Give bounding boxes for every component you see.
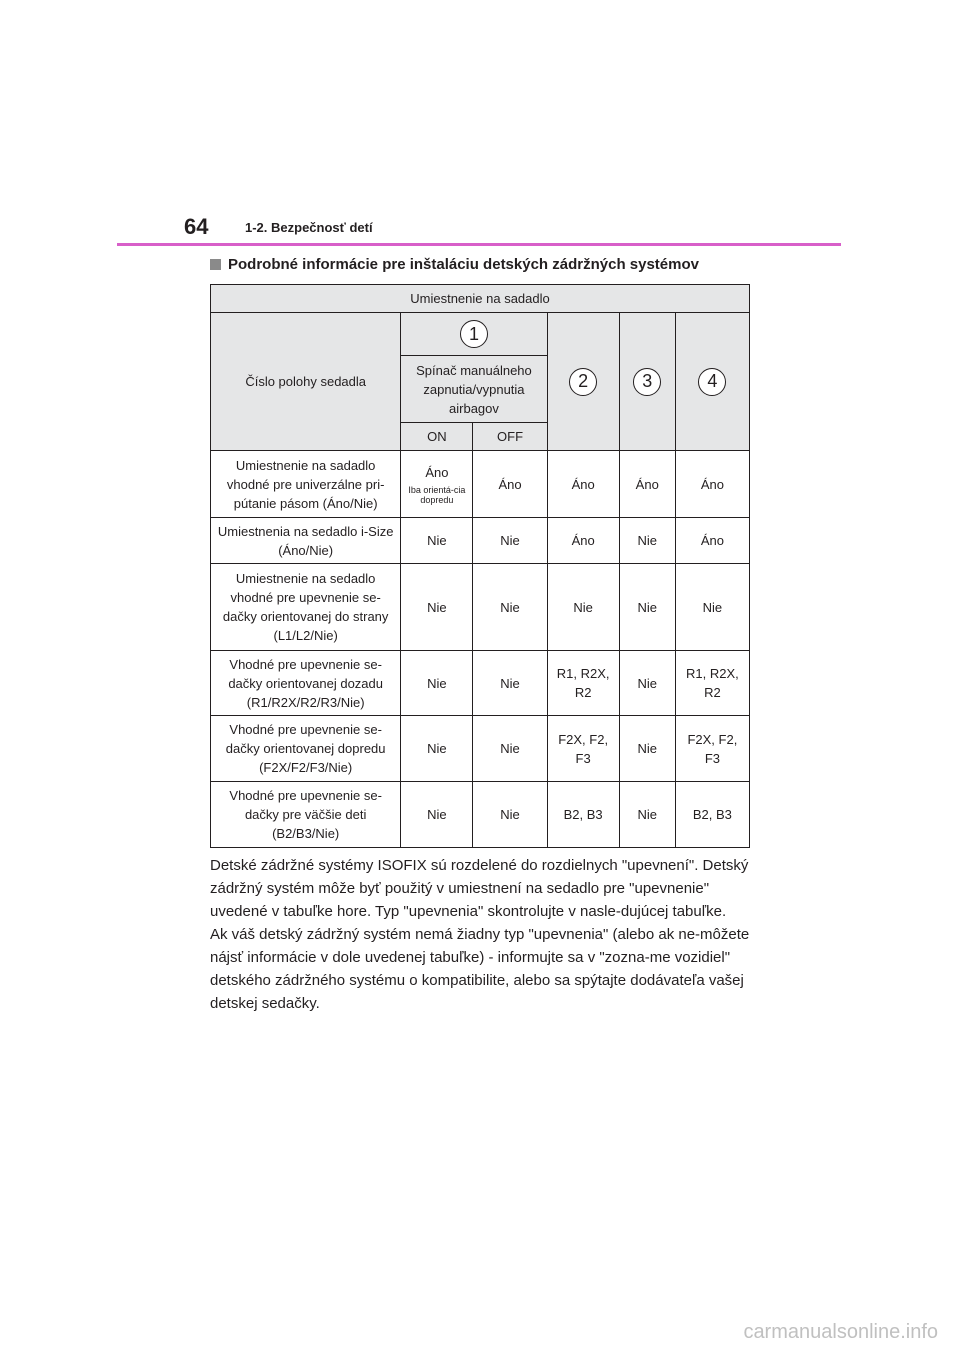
position-4-cell xyxy=(675,313,749,451)
cell-p4: R1, R2X, R2 xyxy=(675,651,749,716)
row-label: Vhodné pre upevnenie se-dačky pre väčšie deti (B2/B3/Nie) xyxy=(211,782,401,848)
square-bullet-icon xyxy=(210,259,221,270)
watermark: carmanualsonline.info xyxy=(743,1321,938,1343)
position-1-cell xyxy=(401,313,547,356)
cell-on: Nie xyxy=(401,651,473,716)
cell-p3: Nie xyxy=(619,564,675,651)
row-label: Vhodné pre upevnenie se-dačky orientovanej dopredu (F2X/F2/F3/Nie) xyxy=(211,716,401,782)
cell-p3: Nie xyxy=(619,651,675,716)
cell-p2: B2, B3 xyxy=(547,782,619,848)
cell-p3: Áno xyxy=(619,451,675,518)
table-row xyxy=(211,518,750,564)
table-row xyxy=(211,564,750,651)
header-rule xyxy=(117,243,841,246)
cell-on xyxy=(401,451,473,518)
section-title: 1-2. Bezpečnosť detí xyxy=(245,220,373,235)
cell-p4: Áno xyxy=(675,518,749,564)
table-caption: Umiestnenie na sadadlo xyxy=(211,285,750,313)
cell-on: Nie xyxy=(401,782,473,848)
cell-p4: F2X, F2, F3 xyxy=(675,716,749,782)
cell-off: Nie xyxy=(473,651,547,716)
cell-p3: Nie xyxy=(619,782,675,848)
position-4-circle-icon: 4 xyxy=(698,368,726,396)
cell-p4: Áno xyxy=(675,451,749,518)
cell-p3: Nie xyxy=(619,518,675,564)
airbag-switch-label: Spínač manuálneho zapnutia/vypnutia airbagov xyxy=(401,356,547,423)
cell-p3: Nie xyxy=(619,716,675,782)
cell-on-note: Iba orientá-cia dopredu xyxy=(408,485,466,505)
cell-p2: Áno xyxy=(547,518,619,564)
cell-p4: B2, B3 xyxy=(675,782,749,848)
table-row xyxy=(211,451,750,518)
off-header: OFF xyxy=(473,423,547,451)
position-2-circle-icon: 2 xyxy=(569,368,597,396)
table-row xyxy=(211,716,750,782)
cell-p2: Áno xyxy=(547,451,619,518)
page-number: 64 xyxy=(184,214,209,239)
position-3-cell xyxy=(619,313,675,451)
on-header: ON xyxy=(401,423,473,451)
position-2-cell xyxy=(547,313,619,451)
cell-off: Áno xyxy=(473,451,547,518)
body-text xyxy=(210,854,755,1015)
row-label: Umiestnenie na sadadlo vhodné pre univerzálne pri-pútanie pásom (Áno/Nie) xyxy=(211,451,401,518)
table-row xyxy=(211,651,750,716)
seat-position-label: Číslo polohy sedadla xyxy=(211,313,401,451)
cell-p4: Nie xyxy=(675,564,749,651)
subheading-text: Podrobné informácie pre inštaláciu detských zádržných systémov xyxy=(228,256,699,273)
cell-off: Nie xyxy=(473,782,547,848)
row-label: Umiestnenie na sedadlo vhodné pre upevnenie se-dačky orientovanej do strany (L1/L2/Nie) xyxy=(211,564,401,651)
cell-on: Nie xyxy=(401,518,473,564)
subheading xyxy=(210,256,699,273)
body-paragraph-1: Detské zádržné systémy ISOFIX sú rozdelené do rozdielnych "upevnení". Detský zádržný systém môže byť použitý v umiestnení na sedadlo pre "upevnenie" uvedené v tabuľke hore. Typ "upevnenia" skontrolujte v nasle-dujúcej tabuľke. xyxy=(210,857,749,920)
position-3-circle-icon: 3 xyxy=(633,368,661,396)
cell-on-value: Áno xyxy=(425,465,449,480)
cell-off: Nie xyxy=(473,564,547,651)
cell-p2: Nie xyxy=(547,564,619,651)
body-paragraph-2: Ak váš detský zádržný systém nemá žiadny typ "upevnenia" (alebo ak ne-môžete nájsť informácie v dole uvedenej tabuľke) - informujte sa v "zozna-me vozidiel" detského zádržného systému o kompatibilite, alebo sa spýtajte dodávateľa vašej detskej sedačky. xyxy=(210,926,750,1012)
cell-on: Nie xyxy=(401,716,473,782)
cell-on: Nie xyxy=(401,564,473,651)
row-label: Vhodné pre upevnenie se-dačky orientovanej dozadu (R1/R2X/R2/R3/Nie) xyxy=(211,651,401,716)
cell-p2: R1, R2X, R2 xyxy=(547,651,619,716)
cell-p2: F2X, F2, F3 xyxy=(547,716,619,782)
cell-off: Nie xyxy=(473,716,547,782)
position-1-circle-icon: 1 xyxy=(460,320,488,348)
seat-table xyxy=(210,284,750,848)
cell-off: Nie xyxy=(473,518,547,564)
row-label: Umiestnenia na sedadlo i-Size (Áno/Nie) xyxy=(211,518,401,564)
table-row xyxy=(211,782,750,848)
